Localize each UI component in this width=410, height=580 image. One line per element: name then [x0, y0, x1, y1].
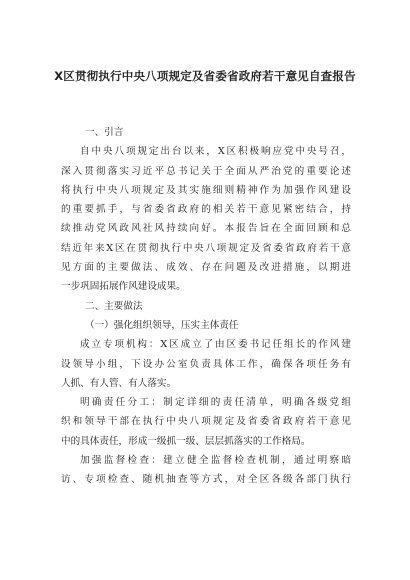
paragraph-line: 加强监督检查：建立健全监督检查机制，通过明察暗 [80, 455, 351, 467]
section-heading-introduction: 一、引言 [85, 127, 124, 138]
section-heading-main-practices: 二、主要做法 [85, 300, 143, 312]
paragraph-line: 中的具体责任，形成一级抓一级、层层抓落实的工作格局。 [61, 435, 311, 447]
paragraph-line: 明确责任分工：制定详细的责任清单，明确各级党组 [80, 397, 351, 409]
paragraph-line: 访、专项检查、随机抽查等方式，对全区各级各部门执行 [61, 474, 351, 486]
paragraph-line: 续推动党风政风社风持续向好。本报告旨在全面回顾和总 [61, 223, 351, 235]
paragraph-line: 将执行中央八项规定及其实施细则精神作为加强作风建设 [61, 184, 351, 196]
paragraph-line: 人抓、有人管、有人落实。 [61, 377, 177, 389]
paragraph-line: 结近年来X区在贯彻执行中央八项规定及省委省政府若干意 [61, 242, 351, 254]
paragraph-line: 见方面的主要做法、成效、存在问题及改进措施，以期进 [61, 262, 351, 274]
subsection-heading: （一）强化组织领导，压实主体责任 [85, 319, 239, 331]
paragraph-line: 织和领导干部在执行中央八项规定及省委省政府若干意见 [61, 416, 351, 428]
paragraph-line: 一步巩固拓展作风建设成果。 [61, 281, 186, 293]
paragraph-line: 自中央八项规定出台以来，X区积极响应党中央号召， [80, 146, 351, 158]
document-title: X区贯彻执行中央八项规定及省委省政府若干意见自查报告 [54, 69, 356, 83]
paragraph-line: 成立专项机构：X区成立了由区委书记任组长的作风建 [80, 339, 351, 351]
paragraph-line: 的重要抓手，与省委省政府的相关若干意见紧密结合，持 [61, 204, 351, 216]
paragraph-line: 设领导小组，下设办公室负责具体工作，确保各项任务有 [61, 358, 351, 370]
paragraph-line: 深入贯彻落实习近平总书记关于全面从严治党的重要论述 [61, 165, 351, 177]
document-body [61, 123, 351, 490]
